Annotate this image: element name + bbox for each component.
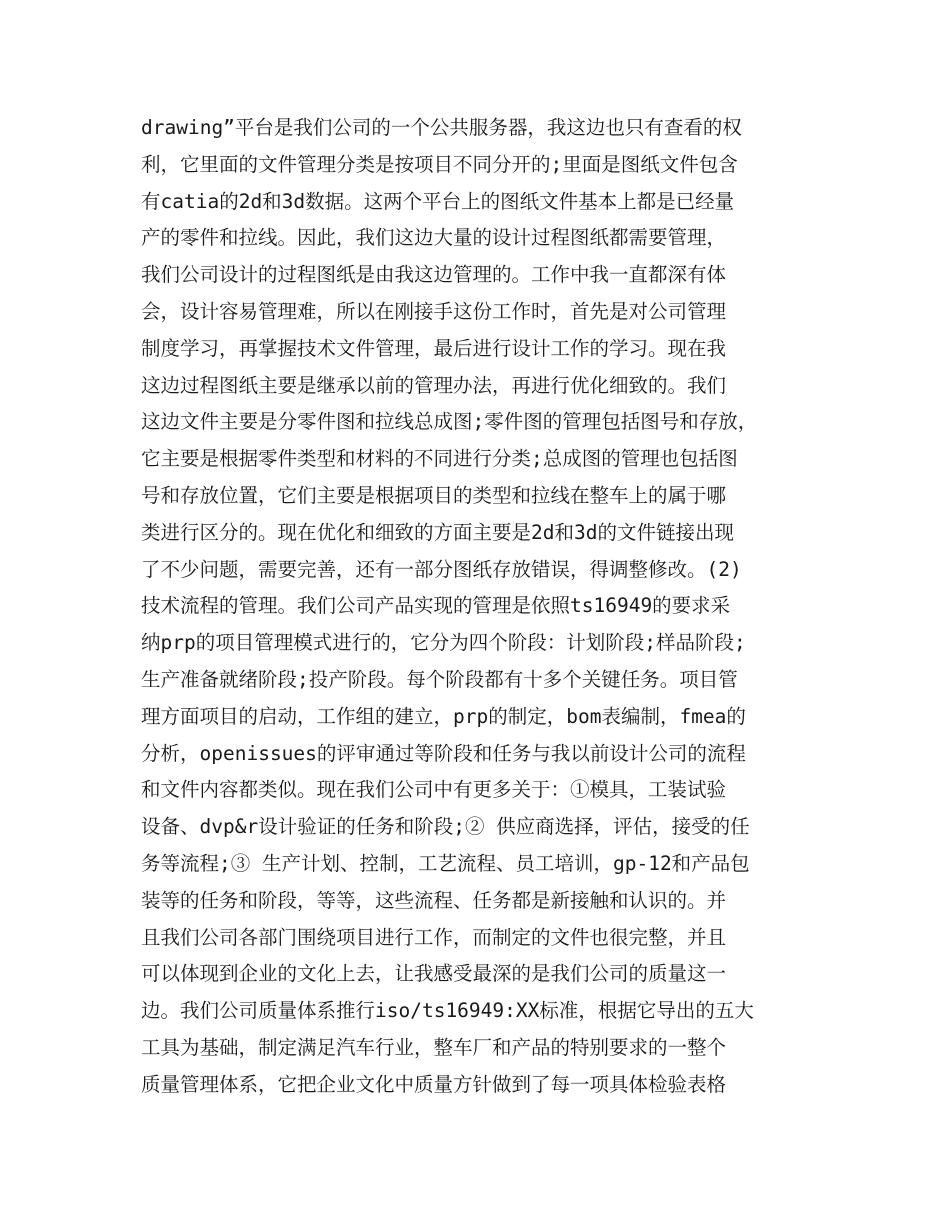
body-text — [141, 110, 821, 1104]
text-line-25: 边。我们公司质量体系推行iso/ts16949:XX标准，根据它导出的五大 — [141, 999, 754, 1023]
text-line-21: 务等流程;③ 生产计划、控制，工艺流程、员工培训，gp-12和产品包 — [141, 851, 750, 875]
text-line-12: 类进行区分的。现在优化和细致的方面主要是2d和3d的文件链接出现 — [141, 520, 734, 544]
text-line-24: 可以体现到企业的文化上去，让我感受最深的是我们公司的质量这一 — [141, 962, 727, 986]
text-line-1: drawing”平台是我们公司的一个公共服务器，我这边也只有查看的权 — [141, 116, 742, 139]
text-line-7: 制度学习，再掌握技术文件管理，最后进行设计工作的学习。现在我 — [141, 336, 727, 360]
text-line-10: 它主要是根据零件类型和材料的不同进行分类;总成图的管理也包括图 — [141, 447, 738, 471]
text-line-9: 这边文件主要是分零件图和拉线总成图;零件图的管理包括图号和存放， — [141, 410, 758, 434]
text-line-27: 质量管理体系，它把企业文化中质量方针做到了每一项具体检验表格 — [141, 1072, 727, 1096]
text-line-15: 纳prp的项目管理模式进行的，它分为四个阶段：计划阶段;样品阶段; — [141, 631, 746, 655]
text-line-26: 工具为基础，制定满足汽车行业，整车厂和产品的特别要求的一整个 — [141, 1035, 727, 1059]
text-line-5: 我们公司设计的过程图纸是由我这边管理的。工作中我一直都深有体 — [141, 263, 727, 287]
text-line-14: 技术流程的管理。我们公司产品实现的管理是依照ts16949的要求采 — [141, 594, 731, 618]
text-line-2: 利，它里面的文件管理分类是按项目不同分开的;里面是图纸文件包含 — [141, 152, 738, 176]
text-line-18: 分析，openissues的评审通过等阶段和任务与我以前设计公司的流程 — [141, 741, 746, 765]
text-line-3: 有catia的2d和3d数据。这两个平台上的图纸文件基本上都是已经量 — [141, 189, 735, 213]
text-line-8: 这边过程图纸主要是继承以前的管理办法，再进行优化细致的。我们 — [141, 373, 727, 397]
text-line-13: 了不少问题，需要完善，还有一部分图纸存放错误，得调整修改。(2) — [141, 557, 742, 581]
text-line-23: 且我们公司各部门围绕项目进行工作，而制定的文件也很完整，并且 — [141, 925, 727, 949]
text-line-19: 和文件内容都类似。现在我们公司中有更多关于：①模具，工装试验 — [141, 778, 727, 802]
text-line-17: 理方面项目的启动，工作组的建立，prp的制定，bom表编制，fmea的 — [141, 704, 746, 728]
text-line-4: 产的零件和拉线。因此，我们这边大量的设计过程图纸都需要管理， — [141, 226, 727, 250]
text-line-22: 装等的任务和阶段，等等，这些流程、任务都是新接触和认识的。并 — [141, 888, 727, 912]
text-line-20: 设备、dvp&r设计验证的任务和阶段;② 供应商选择，评估，接受的任 — [141, 815, 750, 839]
text-line-6: 会，设计容易管理难，所以在刚接手这份工作时，首先是对公司管理 — [141, 299, 727, 323]
text-line-11: 号和存放位置，它们主要是根据项目的类型和拉线在整车上的属于哪 — [141, 483, 727, 507]
text-line-16: 生产准备就绪阶段;投产阶段。每个阶段都有十多个关键任务。项目管 — [141, 667, 738, 691]
